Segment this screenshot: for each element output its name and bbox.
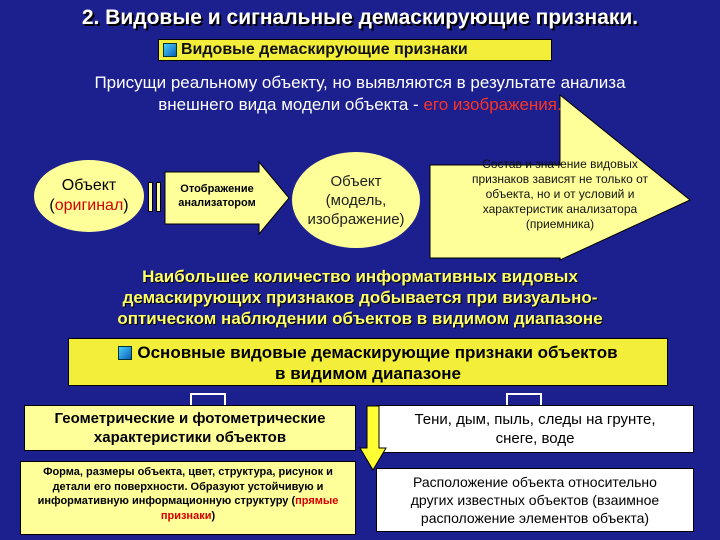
- object-model-text: [307, 172, 404, 229]
- bullet-icon: [118, 346, 132, 360]
- object-original-paren-close: ): [123, 197, 129, 214]
- main-statement: [10, 266, 710, 329]
- basic-heading-line1: Основные видовые демаскирующие признаки объектов: [137, 343, 618, 362]
- big-arrow-text: Состав и значение видовых признаков зависят не только от объекта, но и от условий и характеристик анализатора (приемника): [472, 157, 648, 231]
- object-model-ellipse: [292, 152, 420, 248]
- basic-heading-line1-wrap: [69, 342, 667, 363]
- basic-heading-line2: в видимом диапазоне: [275, 364, 461, 383]
- shadows-box-text: [414, 410, 655, 448]
- double-bar-marker: [148, 182, 162, 212]
- display-arrow-line2: анализатором: [178, 197, 256, 209]
- intro-line-2: [20, 94, 700, 116]
- geom-box-line1: Геометрические и фотометрические: [54, 410, 326, 427]
- object-model-line1: Объект: [330, 172, 382, 190]
- section-heading-text: Видовые демаскирующие признаки: [181, 41, 468, 58]
- location-box-line2: других известных объектов (взаимное: [410, 492, 660, 508]
- main-statement-line1: Наибольшее количество информативных видовых: [142, 267, 578, 286]
- object-original-red: оригинал: [54, 197, 124, 214]
- shadows-box-line1: Тени, дым, пыль, следы на грунте,: [414, 411, 656, 428]
- geom-box-line2: характеристики объектов: [93, 429, 287, 446]
- form-box: [20, 461, 356, 535]
- intro-line-2-start: внешнего вида модели объекта -: [158, 95, 424, 114]
- location-box-line1: Расположение объекта относительно: [413, 474, 657, 490]
- shadows-box: [376, 405, 694, 453]
- intro-line-1: Присущи реальному объекту, но выявляются в результате анализа: [94, 73, 626, 92]
- bar-left: [148, 182, 153, 212]
- object-original-paren-open: (: [49, 197, 55, 214]
- bracket-right: [506, 393, 542, 405]
- display-arrow-line1: Отображение: [180, 183, 254, 195]
- location-box-line3: расположение элементов объекта): [420, 510, 650, 526]
- object-model-line3: изображение): [307, 210, 405, 228]
- form-box-close: ): [211, 509, 216, 522]
- geom-box: [24, 405, 356, 451]
- object-model-line2: (модель,: [325, 191, 387, 209]
- location-box: [376, 468, 694, 532]
- basic-heading-box: [68, 338, 668, 386]
- object-original-line2: [49, 196, 128, 216]
- display-arrow-text: [167, 182, 267, 210]
- location-box-text: [411, 473, 659, 527]
- down-arrow: [358, 404, 388, 474]
- object-original-text: [49, 176, 128, 216]
- bracket-left: [190, 393, 226, 405]
- main-statement-line2: демаскирующих признаков добывается при визуально-: [122, 288, 598, 307]
- page-title: 2. Видовые и сигнальные демаскирующие признаки.: [81, 6, 639, 29]
- geom-box-text: [55, 409, 326, 447]
- intro-text: [20, 72, 700, 116]
- main-statement-line3: оптическом наблюдении объектов в видимом диапазоне: [117, 309, 603, 328]
- object-original-line1: Объект: [61, 177, 117, 194]
- form-box-red: прямые признаки: [160, 495, 339, 522]
- down-arrow-shape: [360, 406, 386, 470]
- bar-right: [156, 182, 161, 212]
- form-box-text: Форма, размеры объекта, цвет, структура, рисунок и детали его поверхности. Образуют устойчивую и информативную информационную структуру (: [37, 466, 333, 507]
- intro-line-2-red: его изображения.: [423, 95, 562, 114]
- shadows-box-line2: снеге, воде: [495, 430, 575, 447]
- object-original-ellipse: [34, 160, 144, 232]
